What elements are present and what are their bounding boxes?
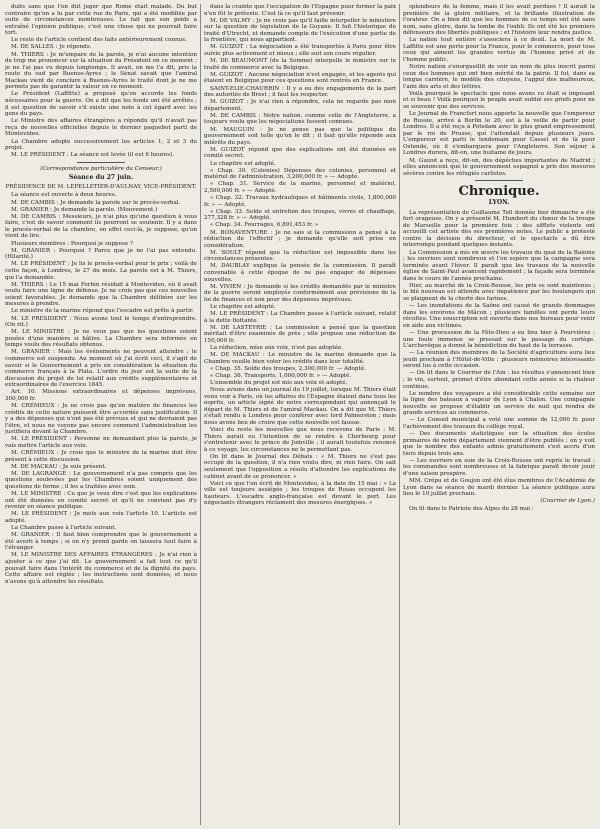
article-paragraph: M. LE MINISTRE : Je ne veux pas que les questions soient posées d'une manière si hâtive. La Chambre sera informée en temps voulu des résultats obtenus. xyxy=(5,329,197,349)
article-paragraph: « Chap. 36. Transports, 1,000,000 fr. » — Adopté. xyxy=(210,372,352,379)
article-paragraph: M. SOULT répond que la réduction est impossible dans les circonstances présentes. xyxy=(204,249,396,263)
article-paragraph: M. THIERS : Je m'empare de la parole, je n'ai aucune intention de trop me prononcer sur la situation du Président en ce moment ; je ne l'ai pas vu depuis longtemps. Il avait, on me l'a dit, pris la route du sud par Buenos-Ayres ; le Sénat savait que l'amiral Mackau vient de conclure à Buenos-Ayres le traité dont je ne me permets pas de garantir la valeur en ce moment. xyxy=(5,51,197,91)
article-paragraph: La nation tout entière s'associera à ce deuil. La mort de M. Laffitte est une perte pour la France, pour le commerce, pour tous ceux qui aiment les grandes vertus de l'homme privé et de l'homme public. xyxy=(403,37,595,63)
article-paragraph: M. GUIZOT : La négociation a été transportée à Paris pour être suivie plus activement et mieux ; elle suit son cours régulier. xyxy=(204,44,396,58)
column-middle xyxy=(204,4,396,825)
article-paragraph: M. LE PRÉSIDENT : La séance est levée (il est 6 heures). xyxy=(11,152,175,159)
article-paragraph: M. CRÉMIEUX : Je crois que le ministre de la marine doit être présent à cette discussion. xyxy=(5,450,197,463)
article-paragraph: Notre nation s'enorgueillit de voir un nom de plus inscrit parmi ceux des hommes qui ont bien mérité de la patrie. Il fut, dans sa longue carrière, le modèle des citoyens, l'appui des malheureux, l'ami des arts et des lettres. xyxy=(403,64,595,90)
article-paragraph: M. LE PRÉSIDENT : La Chambre passe à l'article suivant, relatif à la dette flottante. xyxy=(204,311,396,324)
article-paragraph: « Chap. 34. Fourrages, 6,891,453 fr. » xyxy=(210,222,319,229)
article-paragraph: « Chap. 30. (Colonies) Dépenses des colonies, personnel et matériel de l'administration, 3,200,000 fr. » — Adopté. xyxy=(204,167,396,181)
article-paragraph: Art. 10. Missions extraordinaires et dépenses imprévues, 300,000 fr. xyxy=(5,389,197,402)
article-paragraph: M. LE PRÉSIDENT : Personne ne demandant plus la parole, je vais mettre l'article aux voix. xyxy=(5,436,197,449)
city-heading: LYON. xyxy=(488,199,510,207)
article-paragraph: La Chambre adopte successivement les articles 1, 2 et 3 du projet. xyxy=(5,138,197,152)
article-paragraph: — Les inondations de la Saône ont causé de grands dommages dans les environs de Mâcon ; plusieurs familles ont perdu leurs récoltes. Une souscription est ouverte dans nos bureaux pour venir en aide aux victimes. xyxy=(403,303,595,329)
source-signature: (Courrier de Lyon.) xyxy=(540,498,595,505)
closing-line: On lit dans le Patriote des Alpes du 28 mai : xyxy=(409,505,534,512)
column-left xyxy=(5,4,197,825)
section-divider xyxy=(475,180,523,181)
article-paragraph: La Commission a mis en œuvre les travaux du quai de la Baleine ; les ouvriers sont nombreux et l'on espère que la campagne sera terminée avant l'hiver. Il paraît que les travaux de la nouvelle église de Saint-Paul avancent rapidement ; la façade sera terminée dans le cours de l'année prochaine. xyxy=(403,249,595,282)
column-rule xyxy=(200,4,201,825)
article-paragraph: M. DAUBLAY explique la pensée de la commission. Il paraît convenable à cette époque de ne pas engager de dépenses nouvelles. xyxy=(204,263,396,283)
article-paragraph: « Chap. 33. Solde et entretien des troupes, vivres et chauffage, 277,328 fr. » — Adopté. xyxy=(204,208,396,222)
article-paragraph: Le Ministre des affaires étrangères a répondu qu'il n'avait pas reçu de nouvelles officielles depuis le dernier paquebot parti de Montevideo. xyxy=(5,118,197,138)
article-paragraph: M. DE LAGRANGE : Le gouvernement n'a pas compris que les questions soulevées par les Chambres soient uniquement des questions de forme ; il les a traitées avec soin. xyxy=(5,470,197,490)
article-paragraph: — Les ouvriers en soie de la Croix-Rousse ont repris le travail ; les commandes sont nombreuses et la fabrique paraît devoir jouir d'une saison prospère. xyxy=(403,457,595,477)
article-paragraph: Le Président (Laffitte) a proposé qu'on accorde les fonds nécessaires pour la guerre. On a dit que les fonds ont été arrêtés ; il est question de savoir s'il existe une note à cet égard avec les gens du pays. xyxy=(5,91,197,118)
article-paragraph: L'ensemble du projet est mis aux voix et adopté. xyxy=(210,380,348,387)
article-paragraph: M. DE VALMY : Je ne crois pas qu'il faille interpeller le ministère sur la question de législation de la Guyane. Il fait l'historique du traité d'Utrecht, et demande compte de l'exécution d'une partie de la frontière, qui nous appartient. xyxy=(204,17,396,44)
article-paragraph: M. THIERS : Le 15 mai Forbin résidait à Montevideo, où il avait voulu faire une ligne de défense. Je ne crois pas que ces nouvelles soient favorables. Je demande que la Chambre délibère sur les mesures à prendre. xyxy=(5,281,197,308)
article-paragraph: — Des documents statistiques sur la situation des écoles primaires de notre département viennent d'être publiés ; on y voit que le nombre des enfants admis gratuitement s'est accru d'un tiers depuis trois ans. xyxy=(403,431,595,457)
article-paragraph: M. GUIZOT : Je n'ai rien à répondre, cela ne regarde pas mon département. xyxy=(204,99,396,112)
article-paragraph: M. GUIZOT répond que des explications ont été données en comité secret. xyxy=(204,146,396,160)
column-rule xyxy=(399,4,400,825)
article-paragraph: Le reste de l'article contient des faits antérieurement connus. xyxy=(11,37,187,44)
article-paragraph: Le ministre de la marine répond que l'escadre est prête à partir. xyxy=(11,308,194,315)
article-paragraph: M. GRANIER : Pourquoi ? Parce que je ne l'ai pas entendu. (Hilarité.) xyxy=(5,247,197,261)
article-paragraph: M. LE PRÉSIDENT : Nous avons tout le temps d'entreprendre. (On rit.) xyxy=(5,315,197,329)
article-paragraph: M. MAUGUIN : Je ne pense pas que la politique du gouvernement soit telle qu'on le dit ; il faut qu'elle réponde aux intérêts du pays. xyxy=(204,126,396,146)
article-paragraph: Le nombre des voyageurs a été considérable cette semaine sur la ligne des bateaux à vapeur de Lyon à Chalon. Une compagnie nouvelle se propose d'établir un service de nuit qui rendra de grands services au commerce. xyxy=(403,390,595,417)
article-paragraph: splendeurs de la femme, mais il les avait perdues ! Il aurait la première de la gloire militaire, et la brillante illustration de l'orateur. On a bien dit que les hommes de ce temps ont été sans nom, sans gloire, dans la tombe de l'oubli. Ils ont été les premiers défenseurs des libertés publiques ; et l'histoire leur rendra justice. xyxy=(403,4,595,37)
article-paragraph: Plusieurs membres : Pourquoi je suppose ? xyxy=(11,240,133,247)
article-paragraph: M. DE MACKAU : Je suis présent. xyxy=(11,463,107,470)
article-paragraph: La réduction, mise aux voix, n'est pas adoptée. xyxy=(210,345,344,351)
session-heading: Séance du 27 juin. xyxy=(68,174,134,182)
article-paragraph: M. VIVIEN : Je demande si les crédits demandés par le ministre de la guerre seront employés conformément aux prévisions de la loi de finances et non pour des dépenses imprévues. xyxy=(204,283,396,303)
article-paragraph: Voilà pourquoi le spectacle que nous avons vu était si imposant et si beau ! Voilà pourquoi le peuple avait oublié ses griefs pour ne se souvenir que des services. xyxy=(403,90,595,110)
article-paragraph: La Chambre passe à l'article suivant. xyxy=(11,525,117,532)
article-paragraph: SAINT-ELIE-CHAURRIN : Il y a eu des engagements de la part des autorités de Brest ; il faut les respecter. xyxy=(204,85,396,99)
chronique-heading: Chronique. xyxy=(458,184,540,200)
article-paragraph: Nous avions dans un journal du 19 juillet, lorsque M. Thiers était venu voir à Paris, où les affaires de l'Espagne étaient dans tous les esprits, un article signé de notre correspondant qui annonçait le départ de M. Thiers et de l'amiral Mackau. On a dit que M. Thiers s'était rendu à Londres pour conférer avec lord Palmerston ; mais nous avons lieu de croire que cette nouvelle est fausse. xyxy=(204,387,396,426)
article-paragraph: La représentation de Guillaume Tell donnée hier dimanche a été fort orageuse. On y a présenté M. Humbert du chœur de la troupe de Marseille pour la première fois ; des sifflets violents ont accueilli cet artiste dès ses premières notes. Le public a protesté contre la décision du directeur, et le spectacle a dû être interrompu pendant quelques instants. xyxy=(403,209,595,249)
article-paragraph: M. LE MINISTRE : Ce que je veux dire c'est que les explications ont été données en comité secret et qu'il ne convient pas d'y revenir en séance publique. xyxy=(5,491,197,511)
article-paragraph: dans la crainte que l'occupation de l'Espagne pour former la paix n'en fût le prétexte. C'est là ce qu'il faut prévenir. xyxy=(204,4,396,17)
article-paragraph: — Une procession de la Fête-Dieu a eu lieu hier à Fourvières ; une foule immense se pressait sur le passage du cortège. L'archevêque a donné la bénédiction du haut de la terrasse. xyxy=(403,329,595,350)
article-paragraph: M. GRANIER : Je demande la parole. (Mouvement.) xyxy=(11,206,158,213)
article-paragraph: Le Journal de Francfort nous apporte la nouvelle que l'empereur de Russie, arrivé à Berlin le 20, est à la veille de partir pour Londres. Il a été reçu à Potsdam avec le plus grand empressement par le roi de Prusse, qui l'attendait depuis plusieurs jours. L'empereur est parti le lendemain pour Cassel et de là pour Ostende, où il s'embarquera pour l'Angleterre. Son séjour à Londres durera, dit-on, une huitaine de jours. xyxy=(403,111,595,157)
article-paragraph: M. DE CAMBIS : Notre nation, comme celle de l'Angleterre, a toujours voulu que les négociations fussent connues. xyxy=(204,112,396,126)
article-paragraph: Hier, au marché de la Croix-Rousse, les prix se sont maintenus ; le blé nouveau est attendu avec impatience par les boulangers qui se plaignent de la cherté des farines. xyxy=(403,282,595,303)
article-paragraph: — La réunion des membres de la Société d'agriculture aura lieu jeudi prochain à l'Hôtel-de-Ville ; plusieurs mémoires intéressants seront lus à cette occasion. xyxy=(403,350,595,370)
article-paragraph: « Chap. 32. Travaux hydrauliques et bâtiments civils, 1,800,000 fr. » — Adopté. xyxy=(204,195,396,208)
article-paragraph: M. Guizot a reçu, dit-on, des dépêches importantes de Madrid ; elles annoncent que le gouvernement espagnol a pris des mesures sévères contre les réfugiés carlistes. xyxy=(403,157,595,177)
article-paragraph: — On lit dans le Courrier de l'Ain : les récoltes s'annoncent bien ; le vin, surtout, promet d'être abondant cette année si la chaleur continue. xyxy=(403,370,595,390)
article-paragraph: MM. Crépu et de Goujon ont été élus membres de l'Académie de Lyon dans sa séance de mardi dernier. La séance publique aura lieu le 10 juillet prochain. xyxy=(403,478,595,498)
section-divider xyxy=(77,162,125,163)
correspondence-heading: (Correspondance particulière du Censeur.) xyxy=(40,165,162,172)
article-paragraph: On lit dans le Journal des Débats : « M. Thiers ne s'est pas occupé de la question, il n'a rien voulu dire, ni rien faire. On sait seulement que l'opposition a résolu d'attendre les explications du cabinet avant de se prononcer. » xyxy=(204,453,396,480)
article-paragraph: Voici du reste les nouvelles que nous recevons de Paris : M. Thiers aurait eu l'intention de se rendre à Cherbourg pour s'entretenir avec le prince de Joinville ; il aurait toutefois renoncé à ce voyage, les circonstances ne le permettant pas. xyxy=(204,427,396,453)
article-paragraph: Le chapitre est adopté. xyxy=(210,303,276,310)
article-paragraph: M. DE LASTEYRIE : La commission a pensé que la question méritait d'être examinée de près ; elle propose une réduction de 150,000 fr. xyxy=(204,324,396,344)
article-paragraph: M. DE SALLES : Je réponds. xyxy=(11,44,92,51)
column-right xyxy=(403,4,595,825)
article-paragraph: M. CRÉMIEUX : Je ne crois pas qu'en matière de finances les crédits de cette nature puissent être accordés sans justification. Il y a des dépenses qui n'ont pas été prévues et qui ne devraient pas l'être, et nous ne voyons pas encore comment l'administration les justifiera devant la Chambre. xyxy=(5,403,197,436)
article-paragraph: M. LE PRÉSIDENT : Je mets aux voix l'article 10. L'article est adopté. xyxy=(5,511,197,524)
article-paragraph: M. LE PRÉSIDENT : Je lis le procès-verbal pour le prix ; voilà de cette façon, à Londres, le 27 du mois. La parole est à M. Thiers, qui l'a demandée. xyxy=(5,261,197,281)
presidency-line: PRÉSIDENCE DE M. LEPELLETIER-D'AULNAY, VICE-PRÉSIDENT. xyxy=(5,183,197,190)
article-paragraph: M. DE BEAUMONT (de la Somme) interpelle le ministre sur le traité de commerce avec la Belgique. xyxy=(204,58,396,71)
article-paragraph: M. GRANIER : Il faut bien comprendre que le gouvernement a été averti à temps ; si on n'y prend garde on laissera tout faire à l'étranger. xyxy=(5,532,197,552)
article-paragraph: « Chap. 31. Service de la marine, personnel et matériel, 2,500,000 fr. » — Adopté. xyxy=(204,181,396,194)
article-paragraph: M. GUIZOT : Aucune négociation n'est engagée, et les agents qui étaient en Belgique pour ces questions sont rentrés en France. xyxy=(204,71,396,85)
article-paragraph: M. LE MINISTRE DES AFFAIRES ÉTRANGÈRES : Je n'ai rien à ajouter à ce que j'ai dit. Le gouvernement a fait tout ce qu'il pouvait faire dans l'intérêt du commerce et de la dignité du pays. Cette affaire est réglée ; les instructions sont données, et nous n'avons qu'à attendre les résultats. xyxy=(5,552,197,585)
article-paragraph: — Le Conseil municipal a voté une somme de 12,000 fr. pour l'achèvement des travaux du collège royal. xyxy=(403,417,595,430)
article-paragraph: La séance est ouverte à deux heures. xyxy=(11,192,117,199)
article-paragraph: M. GRANIER : Mais les événements ne peuvent attendre ; le commerce est suspendu. Au moment où j'ai écrit ceci, il s'agit de savoir si le Gouvernement a pris en considération la situation du commerce français à la Plata. L'ordre du jour est la suite de la discussion du projet de loi relatif aux crédits supplémentaires et extraordinaires de l'exercice 1845. xyxy=(5,349,197,389)
article-paragraph: M. BONAVENTURE : Je ne sais si la commission a pensé à la réduction de l'effectif ; je demande qu'elle soit prise en considération. xyxy=(204,229,396,249)
article-paragraph: Le chapitre est adopté. xyxy=(210,160,276,167)
article-paragraph: M. DE CAMBIS : Je demande la parole sur le procès-verbal. xyxy=(11,199,181,206)
article-paragraph: duits sans que l'on dût juger que Rome était malade. Du but contraire qu'on a lu par cette rue de Paris, qui a été modifiée par suite de circonstances nombreuses. Le fait que son poids a entraîné l'opinion publique, c'est une chose qui ne pourrait faire tort. xyxy=(5,4,197,37)
article-paragraph: M. DE CAMBIS : Messieurs, je n'ai plus qu'une question à vous faire, c'est de savoir comment ils pourront se soutenir. Il y a dans le procès-verbal de la chambre, en effet ceci-là, je suppose, qu'on vient de lire. xyxy=(5,213,197,240)
article-paragraph: « Chap. 35. Solde des troupes, 2,300,000 fr. — Adopté. xyxy=(210,365,366,372)
article-paragraph: M. DE MACKAU : Le ministre de la marine demande que la Chambre veuille bien voter les crédits dans leur totalité. xyxy=(204,352,396,365)
article-paragraph: Voici ce que l'on écrit de Montevideo, à la date du 15 mai : « La ville est toujours assiégée ; les troupes de Rosas occupent les hauteurs. L'escadre anglo-française est devant le port. Les négociants étrangers réclament des mesures énergiques. » xyxy=(204,480,396,507)
